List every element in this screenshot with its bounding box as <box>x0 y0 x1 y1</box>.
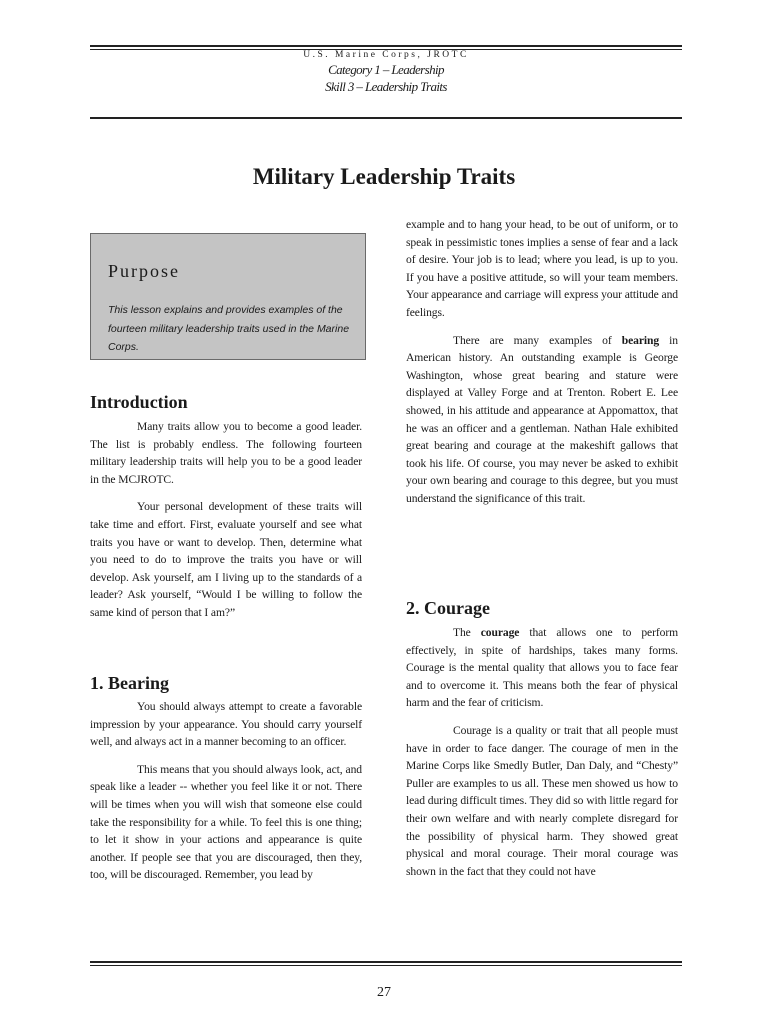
bearing-text: in American history. An outstanding example is George Washington, whose great bearing and stature were displayed at Valley Forge and at Trenton. Robert E. Lee showed, in his attitude and appearance at Appomattox, that he was an officer and a gentleman. Nathan Hale exhibited great bearing and courage at the makeshift gallows that took his life. Of course, you may never be asked to exhibit your own bearing and courage to this degree, but you must understand the significance of this trait. <box>406 333 678 505</box>
bearing-heading: 1. Bearing <box>90 673 169 693</box>
header-skill: Skill 3 – Leadership Traits <box>325 79 447 94</box>
bearing-section <box>90 698 362 884</box>
introduction-section <box>90 418 362 622</box>
header-rule-bottom <box>90 117 682 119</box>
bearing-term: bearing <box>621 333 660 347</box>
running-header <box>90 50 682 95</box>
courage-text: The <box>453 626 481 639</box>
header-category: Category 1 – Leadership <box>328 62 444 77</box>
footer-rule-thin <box>90 965 682 966</box>
introduction-paragraph: Many traits allow you to become a good leader. The list is probably endless. The following fourteen military leadership traits will help you to be a good leader in the MCJROTC. <box>90 420 362 486</box>
introduction-paragraph: Your personal development of these traits will take time and effort. First, evaluate yourself and see what traits you have or want to develop. Then, determine what you need to do to improve the traits you have or will develop. Ask yourself, am I living up to the standards of a leader? Ask yourself, “Would I be willing to follow the same kind of person that I am?” <box>90 500 362 619</box>
introduction-heading: Introduction <box>90 392 188 412</box>
bearing-continued <box>406 216 678 508</box>
header-rule-top <box>90 45 682 47</box>
bearing-text: There are many examples of <box>453 333 622 347</box>
courage-paragraph: Courage is a quality or trait that all people must have in order to face danger. The courage of men in the Marine Corps like Smedly Butler, Dan Daly, and “Chesty” Puller are examples to us all. These men showed us how to lead during difficult times. They did so with little regard for their own welfare and with nearly complete disregard for the possibility of physical harm. They showed great physical and moral courage. Their moral courage was shown in the fact that they could not have <box>406 723 678 878</box>
bearing-paragraph: You should always attempt to create a favorable impression by your appearance. You should carry yourself well, and always act in a manner becoming to an officer. <box>90 700 362 749</box>
bearing-paragraph <box>406 332 678 508</box>
purpose-box <box>90 233 366 360</box>
courage-paragraph <box>406 624 678 712</box>
courage-text: that allows one to perform effectively, in spite of hardships, takes many forms. Courage is the mental quality that allows you to face fear and to overcome it. This means both the fear of physical harm and the fear of criticism. <box>406 626 678 710</box>
purpose-heading: Purpose <box>108 261 180 281</box>
page-number: 27 <box>377 985 391 1000</box>
bearing-paragraph: example and to hang your head, to be out of uniform, or to speak in pessimistic tones implies a sense of fear and a lack of desire. Your job is to lead; where you lead, is up to you. If you have a positive attitude, so will your team members. Your appearance and carriage will express your attitude and feelings. <box>406 218 678 319</box>
courage-heading: 2. Courage <box>406 598 490 618</box>
courage-section <box>406 624 678 880</box>
bearing-paragraph: This means that you should always look, act, and speak like a leader -- whether you feel like it or not. There will be times when you will wish that someone else could take the responsibility for a while. To feel this is one thing; to let it show in your actions and appearance is quite another. If people see that you are discouraged, then they, too, will be discouraged. Remember, you lead by <box>90 762 362 882</box>
courage-term: courage <box>480 626 520 639</box>
header-org: U.S. Marine Corps, JROTC <box>303 50 469 60</box>
page-title: Military Leadership Traits <box>252 164 516 189</box>
footer-rule <box>90 961 682 963</box>
purpose-body: This lesson explains and provides examples of the fourteen military leadership traits used in the Marine Corps. <box>108 304 350 353</box>
